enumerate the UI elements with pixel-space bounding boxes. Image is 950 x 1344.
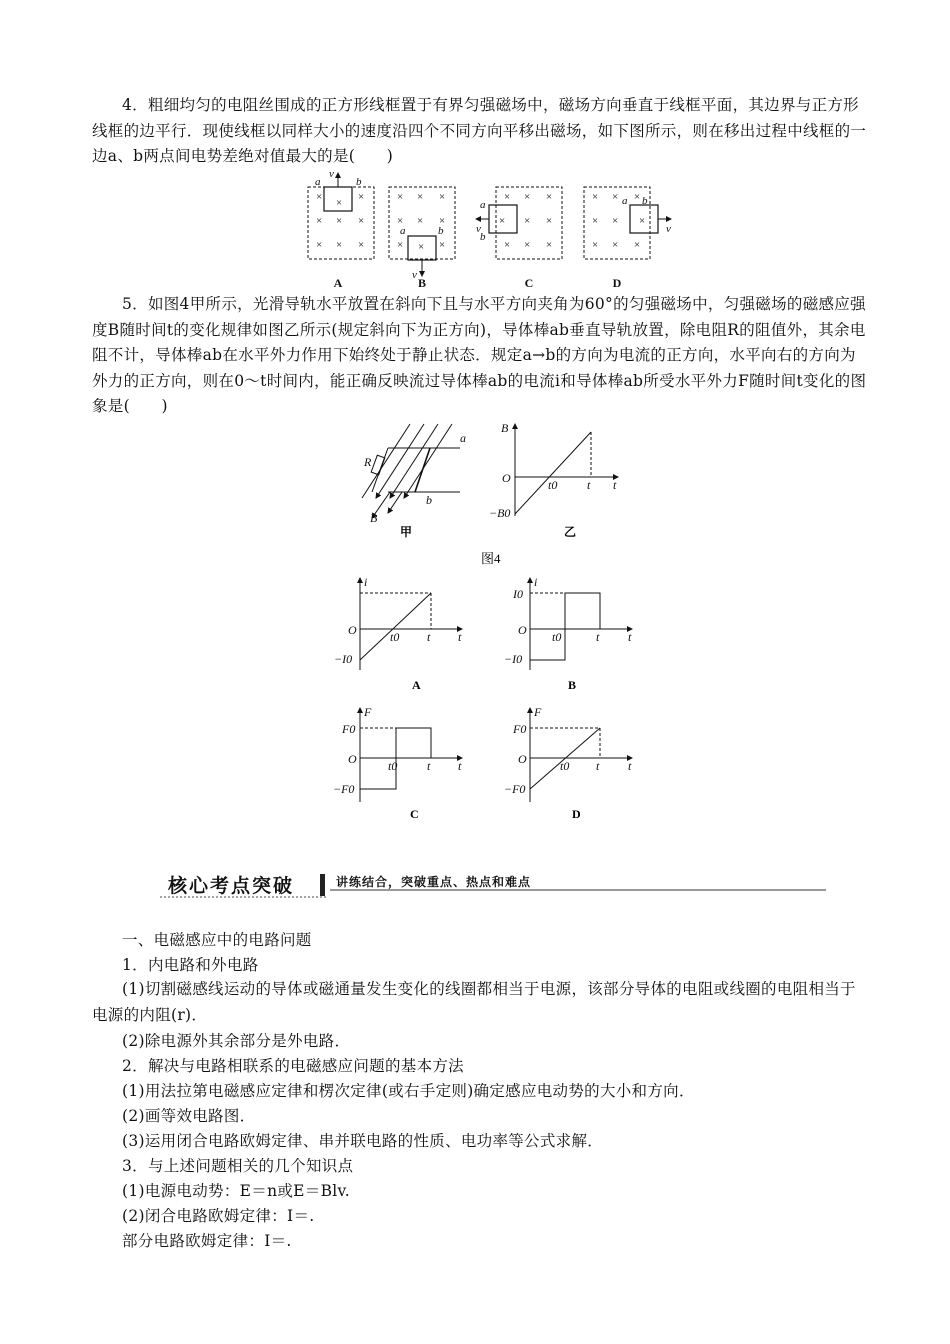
svg-text:F0: F0 [342, 722, 356, 736]
svg-text:t0: t0 [388, 759, 398, 773]
svg-text:O: O [518, 752, 527, 766]
svg-text:×: × [336, 239, 343, 251]
svg-text:t: t [596, 630, 600, 644]
svg-text:B: B [370, 511, 378, 525]
svg-text:I0: I0 [513, 587, 523, 601]
svg-text:O: O [348, 623, 357, 637]
svg-text:t0: t0 [552, 630, 562, 644]
svg-text:t0: t0 [548, 478, 558, 492]
graph-option-a: A [412, 678, 421, 692]
fig-yi-label: 乙 [564, 525, 577, 539]
svg-text:×: × [316, 239, 323, 251]
question-4-text: 4．粗细均匀的电阻丝围成的正方形线框置于有界匀强磁场中，磁场方向垂直于线框平面，其边界与正方形线框的边平行．现使线框以同样大小的速度沿四个不同方向平移出磁场，如下图所示，则在移出过程中线框的一边a、b两点间电势差绝对值最大的是( ) [92, 96, 867, 165]
svg-text:b: b [426, 493, 432, 507]
svg-text:a: a [400, 225, 406, 237]
graph-option-b: B [568, 678, 577, 692]
svg-text:×: × [504, 239, 511, 251]
svg-text:×: × [546, 239, 553, 251]
svg-text:t0: t0 [560, 759, 570, 773]
svg-text:t: t [458, 759, 462, 773]
svg-text:t: t [628, 630, 632, 644]
svg-text:F: F [534, 705, 542, 719]
svg-text:v: v [412, 269, 417, 281]
svg-text:F0: F0 [513, 722, 527, 736]
figure-caption: 图4 [481, 551, 501, 566]
svg-text:F: F [364, 705, 372, 719]
resistor-label: R [364, 455, 372, 469]
q4-option-b: B [417, 276, 427, 290]
svg-text:×: × [336, 215, 343, 227]
svg-text:×: × [634, 239, 641, 251]
svg-text:−F0: −F0 [333, 782, 355, 796]
svg-text:×: × [546, 215, 553, 227]
q5-option-graphs [330, 572, 650, 824]
svg-text:×: × [418, 241, 425, 253]
svg-text:×: × [439, 239, 446, 251]
svg-text:×: × [499, 215, 506, 227]
svg-text:b: b [642, 195, 648, 207]
svg-text:×: × [439, 215, 446, 227]
svg-text:i: i [534, 575, 538, 589]
section-banner [150, 868, 830, 900]
svg-text:v: v [329, 168, 334, 180]
svg-text:a: a [622, 195, 628, 207]
svg-text:×: × [417, 215, 424, 227]
svg-text:×: × [612, 191, 619, 203]
svg-text:×: × [417, 191, 424, 203]
paragraph-3-1: (1)电源电动势：E＝n或E＝Blv. [122, 1182, 350, 1200]
subheading-1: 1．内电路和外电路 [122, 956, 259, 974]
svg-text:t: t [427, 759, 431, 773]
svg-text:×: × [439, 191, 446, 203]
subheading-2: 2．解决与电路相联系的电磁感应问题的基本方法 [122, 1057, 464, 1075]
svg-text:×: × [358, 215, 365, 227]
svg-text:×: × [612, 239, 619, 251]
svg-text:−I0: −I0 [334, 652, 353, 666]
paragraph-1-1: (1)切割磁感线运动的导体或磁通量发生变化的线圈都相当于电源，该部分导体的电阻或线圈的电阻相当于电源的内阻(r)． [92, 980, 856, 1024]
svg-text:×: × [316, 215, 323, 227]
svg-text:×: × [639, 215, 646, 227]
q4-option-d: D [612, 276, 622, 290]
svg-text:t: t [458, 630, 462, 644]
svg-text:v: v [476, 223, 481, 235]
svg-text:×: × [634, 191, 641, 203]
svg-text:×: × [592, 215, 599, 227]
q4-label-a: a [315, 176, 321, 188]
svg-text:×: × [592, 191, 599, 203]
svg-text:a: a [460, 431, 466, 445]
banner-title: 核心考点突破 [168, 875, 295, 897]
svg-text:×: × [612, 215, 619, 227]
banner-subtitle: 讲练结合，突破重点、热点和难点 [336, 875, 532, 889]
svg-text:−B0: −B0 [489, 506, 511, 520]
svg-text:×: × [397, 239, 404, 251]
svg-text:×: × [524, 191, 531, 203]
q5-figure-4 [350, 418, 640, 568]
svg-text:b: b [438, 225, 444, 237]
q4-option-c: C [524, 276, 534, 290]
svg-text:×: × [524, 239, 531, 251]
svg-text:×: × [358, 239, 365, 251]
fig-jia-label: 甲 [400, 525, 413, 539]
svg-text:×: × [358, 191, 365, 203]
paragraph-2-2: (2)画等效电路图． [122, 1107, 256, 1125]
svg-text:v: v [666, 223, 671, 235]
svg-text:×: × [524, 215, 531, 227]
svg-text:O: O [502, 471, 511, 485]
paragraph-2-3: (3)运用闭合电路欧姆定律、串并联电路的性质、电功率等公式求解． [122, 1132, 604, 1150]
q4-figure [296, 168, 676, 290]
svg-text:×: × [316, 191, 323, 203]
svg-text:t0: t0 [390, 630, 400, 644]
section-heading: 一、电磁感应中的电路问题 [122, 931, 312, 949]
svg-text:a: a [480, 199, 486, 211]
svg-text:×: × [592, 239, 599, 251]
svg-text:t: t [596, 759, 600, 773]
svg-text:t: t [587, 478, 591, 492]
svg-text:×: × [546, 191, 553, 203]
paragraph-3-3: 部分电路欧姆定律：I＝. [122, 1232, 292, 1250]
svg-text:t: t [613, 478, 617, 492]
svg-text:×: × [397, 215, 404, 227]
svg-text:×: × [504, 191, 511, 203]
paragraph-2-1: (1)用法拉第电磁感应定律和楞次定律(或右手定则)确定感应电动势的大小和方向． [122, 1082, 695, 1100]
svg-text:b: b [480, 231, 486, 243]
paragraph-3-2: (2)闭合电路欧姆定律：I＝. [122, 1207, 315, 1225]
svg-text:t: t [628, 759, 632, 773]
graph-option-c: C [410, 807, 419, 821]
svg-text:i: i [364, 575, 368, 589]
q4-label-b: b [356, 176, 362, 188]
svg-text:×: × [397, 191, 404, 203]
svg-text:×: × [336, 197, 343, 209]
svg-text:B: B [501, 421, 509, 435]
subheading-3: 3．与上述问题相关的几个知识点 [122, 1157, 354, 1175]
svg-text:−F0: −F0 [504, 782, 526, 796]
svg-text:t: t [427, 630, 431, 644]
svg-text:O: O [348, 752, 357, 766]
graph-option-d: D [572, 807, 581, 821]
paragraph-1-2: (2)除电源外其余部分是外电路． [122, 1032, 351, 1050]
question-5-text: 5．如图4甲所示，光滑导轨水平放置在斜向下且与水平方向夹角为60°的匀强磁场中，匀强磁场的磁感应强度B随时间t的变化规律如图乙所示(规定斜向下为正方向)，导体棒ab垂直导轨放置，除电阻R的阻值外，其余电阻不计，导体棒ab在水平外力作用下始终处于静止状态．规定a→b的方向为电流的正方向，水平向右的方向为外力的正方向，则在0～t时间内，能正确反映流过导体棒ab的电流i和导体棒ab所受水平外力F随时间t变化的图象是( ) [92, 295, 867, 415]
q4-option-a: A [333, 276, 343, 290]
svg-text:O: O [518, 623, 527, 637]
svg-text:−I0: −I0 [504, 652, 523, 666]
